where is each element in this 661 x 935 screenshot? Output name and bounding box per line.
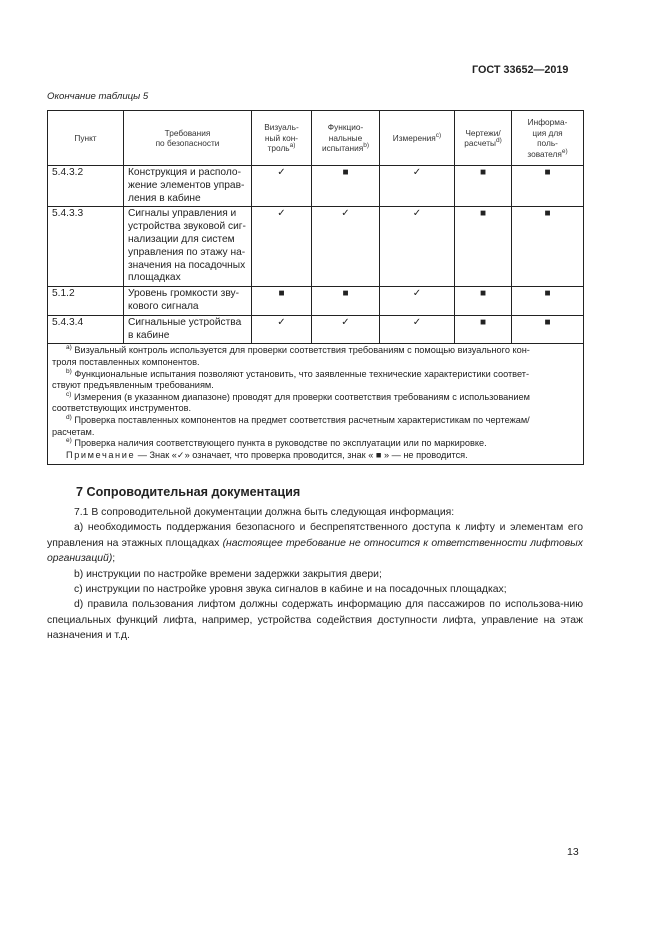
mark-cell: ✓ [380,315,455,344]
item-a-end: ; [112,553,116,565]
point-cell: 5.4.3.2 [48,166,124,207]
mark-cell: ✓ [380,287,455,316]
col-header-text: Измерения [392,132,436,143]
point-cell: 5.1.2 [48,287,124,316]
footnote-text: Измерения (в указанном диапазоне) проводят для проверки соответствия требованиям с использованием соответствующих инструментов. [52,391,530,414]
col-header [455,111,512,166]
footnote [52,415,579,438]
footnote-text: Функциональные испытания позволяют установить, что заявленные технические характеристики соответ- ствуют предъявленным требованиям. [52,368,530,391]
requirement-cell: Уровень громкости зву- кового сигнала [124,287,252,316]
paragraph-item-b: b) инструкции по настройке времени задержки закрытия двери; [74,568,382,580]
col-header-text: Чертежи/ расчеты [464,127,501,148]
mark-cell: ■ [312,287,380,316]
table-header-row [48,111,584,166]
paragraph-item-c: c) инструкции по настройке уровня звука сигналов в кабине и на посадочных площадках; [74,584,507,596]
paragraph-item-a [47,520,583,566]
requirement-cell: Конструкция и располо- жение элементов управ- ления в кабине [124,166,252,207]
col-header-text: Пункт [74,132,97,143]
remark-label: Примечание [66,449,136,460]
mark-cell: ✓ [380,207,455,287]
requirements-table [47,110,584,465]
table-caption: Окончание таблицы 5 [47,91,149,102]
mark-cell: ✓ [252,207,312,287]
mark-cell: ■ [455,166,512,207]
footnote-marker: b) [66,367,72,375]
col-header-text: Функцио- нальные испытания [321,122,364,154]
mark-cell: ■ [455,287,512,316]
footnote [52,438,579,450]
footnote [52,392,579,415]
standard-number: ГОСТ 33652—2019 [472,64,569,76]
mark-cell: ■ [512,315,584,344]
footnote-text: Визуальный контроль используется для проверки соответствия требованиям с помощью визуального кон- троля поставленных компонентов. [52,345,530,367]
mark-cell: ✓ [312,315,380,344]
footnote-marker: e) [66,437,72,445]
col-header-text: Визуаль- ный кон- троль [264,122,299,154]
mark-cell: ■ [512,207,584,287]
section-body [47,505,583,644]
footnote-marker: d) [66,413,72,421]
table-row [48,287,584,316]
mark-cell: ■ [455,315,512,344]
footnote-marker: c) [66,390,72,398]
table-notes-row [48,344,584,465]
col-header-text: Информа- ция для поль- зователя [527,117,568,159]
page-number: 13 [567,846,579,858]
footnote-text: Проверка наличия соответствующего пункта в руководстве по эксплуатации или по маркировке. [74,438,487,449]
point-cell: 5.4.3.3 [48,207,124,287]
footnote-ref: c) [435,131,442,139]
footnote [52,345,579,368]
col-header [124,111,252,166]
col-header [512,111,584,166]
point-cell: 5.4.3.4 [48,315,124,344]
requirement-cell: Сигнальные устройства в кабине [124,315,252,344]
footnote-ref: b) [363,142,370,150]
remark-text: — Знак «✓» означает, что проверка проводится, знак « ■ » — не проводится. [135,449,468,460]
footnote-marker: а) [66,344,72,352]
mark-cell: ✓ [312,207,380,287]
item-a-text: а) необходимость поддержания безопасного и беспрепятственного доступа к лифту и элементам его управления на этажных площадках [47,522,583,549]
col-header [252,111,312,166]
mark-cell: ■ [252,287,312,316]
footnote-ref: а) [289,142,296,150]
mark-cell: ■ [512,166,584,207]
col-header [312,111,380,166]
col-header [48,111,124,166]
paragraph-intro: 7.1 В сопроводительной документации должна быть следующая информация: [74,507,455,518]
mark-cell: ■ [312,166,380,207]
requirement-cell: Сигналы управления и устройства звуковой сиг- нализации для систем управления по этажу на- значения на посадочных площадках [124,207,252,287]
table-row [48,166,584,207]
footnote-text: Проверка поставленных компонентов на предмет соответствия расчетным характеристикам по чертежам/ расчетам. [52,414,530,437]
col-header-text: Требования по безопасности [155,127,220,148]
mark-cell: ✓ [252,166,312,207]
item-a-italic: (настоящее требование не относится к ответственности лифтовых организаций) [47,537,583,565]
mark-cell: ■ [455,207,512,287]
mark-cell: ✓ [252,315,312,344]
col-header [380,111,455,166]
mark-cell: ✓ [380,166,455,207]
table-notes [48,344,584,465]
table-remark [52,450,579,462]
table-row [48,207,584,287]
footnote-ref: e) [561,147,568,155]
table-row [48,315,584,344]
paragraph-item-d: d) правила пользования лифтом должны содержать информацию для пассажиров по использова-нию специальных функций лифта, например, устройства содействия доступности лифта, управление на этаж назначения и т.д. [47,599,583,642]
footnote [52,369,579,392]
section-title: 7 Сопроводительная документация [76,485,301,499]
footnote-ref: d) [495,137,502,145]
mark-cell: ■ [512,287,584,316]
